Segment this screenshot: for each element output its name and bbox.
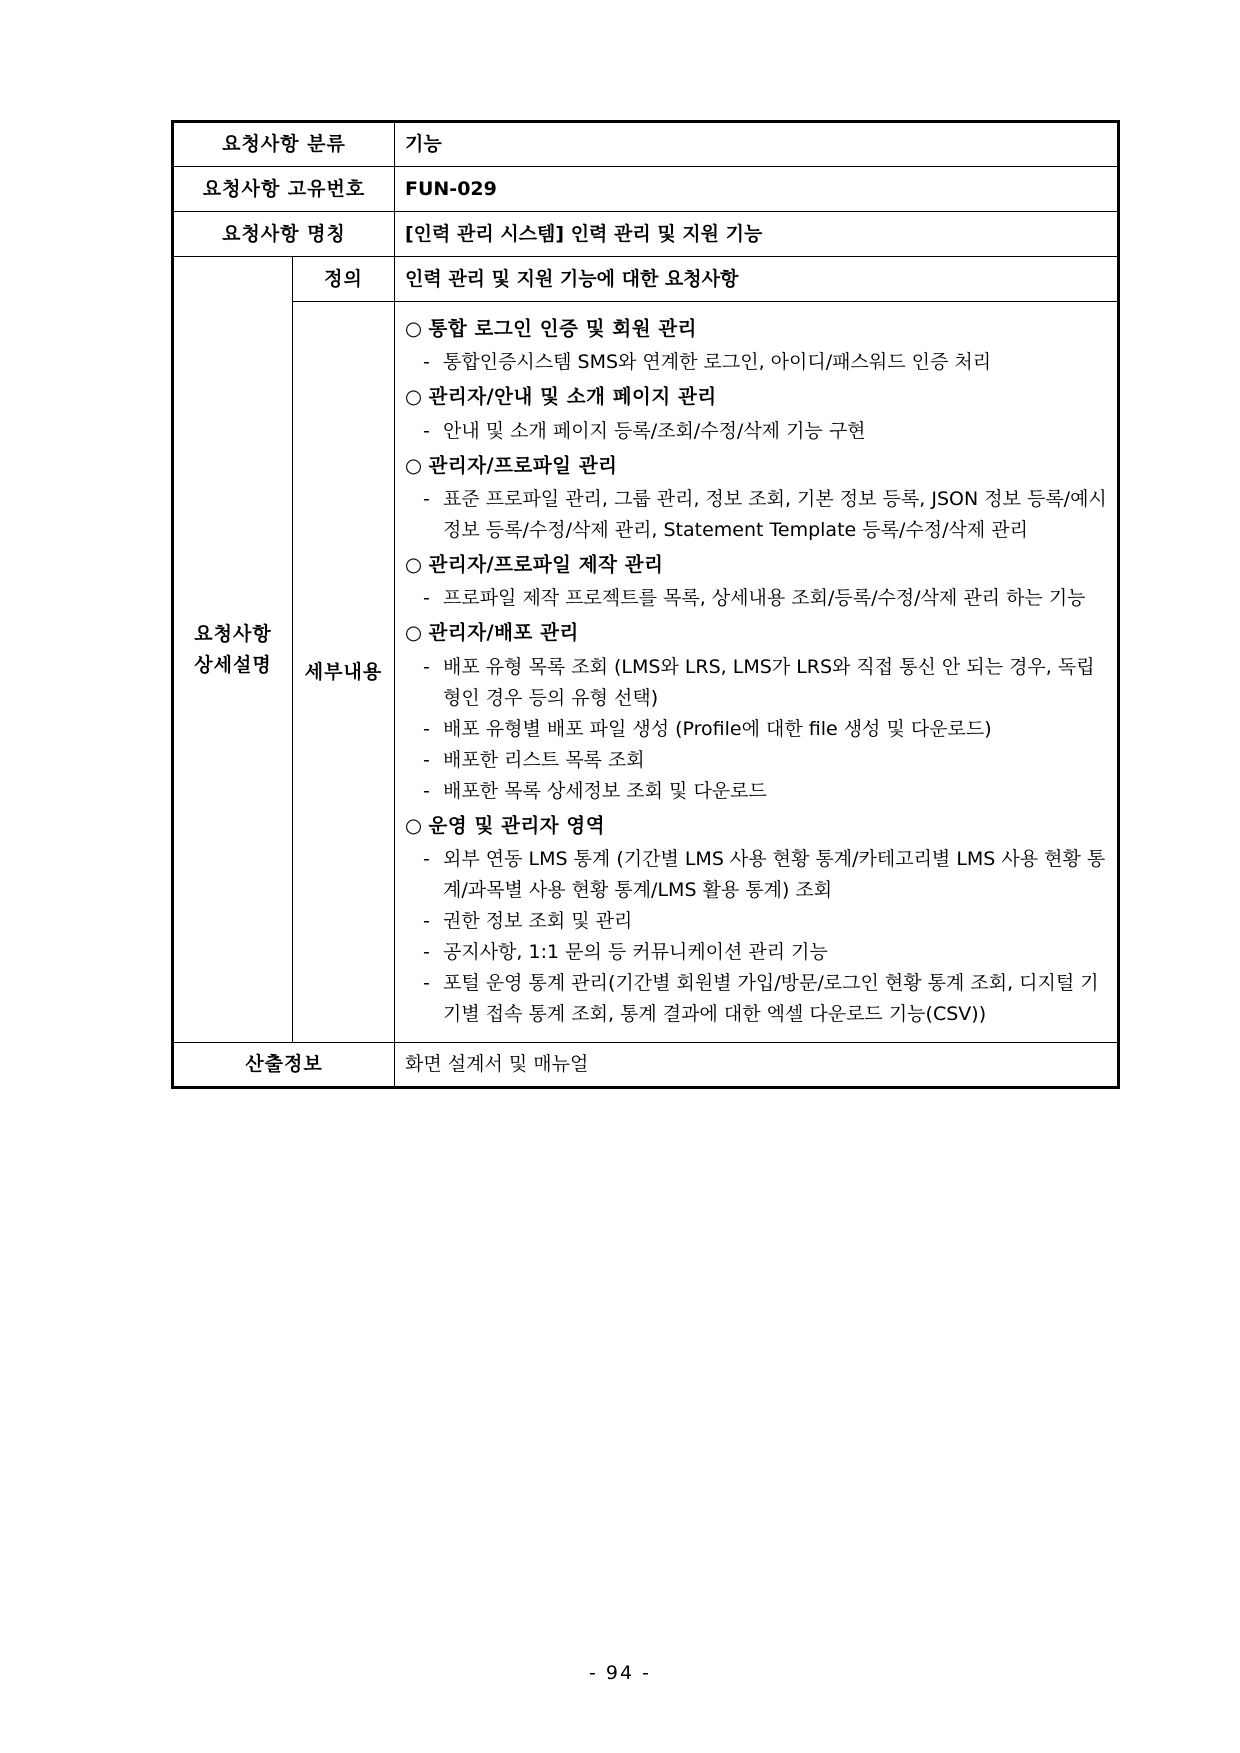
bullet-item xyxy=(405,968,1107,1030)
bullet-item xyxy=(405,906,1107,937)
bullet-dash: - xyxy=(423,419,430,442)
content-row xyxy=(173,302,1119,1043)
bullet-item xyxy=(405,745,1107,776)
definition-label: 정의 xyxy=(293,257,395,302)
content-label: 세부내용 xyxy=(293,302,395,1043)
bullet-dash: - xyxy=(423,587,430,610)
bullet-text: 배포 유형 목록 조회 (LMS와 LRS, LMS가 LRS와 직접 통신 안 되는 경우, 독립형인 경우 등의 유형 선택) xyxy=(443,655,1095,709)
circle-marker: ○ xyxy=(405,317,423,340)
bullet-text: 프로파일 제작 프로젝트를 목록, 상세내용 조회/등록/수정/삭제 관리 하는 기능 xyxy=(443,587,1086,610)
name-row xyxy=(173,212,1119,257)
detail-section xyxy=(405,813,1107,1030)
section-title-text: 운영 및 관리자 영역 xyxy=(428,813,606,837)
bullet-dash: - xyxy=(423,848,430,871)
bullet-item xyxy=(405,347,1107,378)
section-title xyxy=(405,552,1107,577)
bullet-text: 권한 정보 조회 및 관리 xyxy=(443,910,633,933)
section-title-text: 통합 로그인 인증 및 회원 관리 xyxy=(428,317,698,340)
bullet-text: 표준 프로파일 관리, 그룹 관리, 정보 조회, 기본 정보 등록, JSON 정보 등록/예시정보 등록/수정/삭제 관리, Statement Template 등록/수정/삭제 관리 xyxy=(443,488,1107,542)
bullet-dash: - xyxy=(423,488,430,511)
circle-marker: ○ xyxy=(405,621,423,645)
detail-section xyxy=(405,552,1107,614)
bullet-text: 공지사항, 1:1 문의 등 커뮤니케이션 관리 기능 xyxy=(443,941,828,964)
bullet-text: 안내 및 소개 페이지 등록/조회/수정/삭제 기능 구현 xyxy=(443,419,866,442)
section-title xyxy=(405,316,1107,341)
detail-section xyxy=(405,453,1107,546)
bullet-item xyxy=(405,937,1107,968)
bullet-item xyxy=(405,844,1107,906)
id-row xyxy=(173,167,1119,212)
definition-row xyxy=(173,257,1119,302)
id-label: 요청사항 고유번호 xyxy=(173,167,395,212)
bullet-dash: - xyxy=(423,351,430,374)
section-title-text: 관리자/배포 관리 xyxy=(428,621,579,645)
circle-marker: ○ xyxy=(405,453,423,477)
section-title xyxy=(405,813,1107,838)
bullet-text: 배포한 리스트 목록 조회 xyxy=(443,748,645,771)
bullet-item xyxy=(405,714,1107,745)
bullet-item xyxy=(405,484,1107,546)
detail-section xyxy=(405,384,1107,446)
detail-section xyxy=(405,620,1107,806)
bullet-item xyxy=(405,776,1107,807)
detail-label: 요청사항 상세설명 xyxy=(173,257,293,1043)
bullet-dash: - xyxy=(423,655,430,678)
output-value: 화면 설계서 및 매뉴얼 xyxy=(395,1043,1119,1088)
circle-marker: ○ xyxy=(405,813,423,837)
section-title xyxy=(405,453,1107,478)
page-number: - 94 - xyxy=(589,1662,651,1684)
bullet-item xyxy=(405,416,1107,447)
detail-section xyxy=(405,316,1107,378)
circle-marker: ○ xyxy=(405,553,423,577)
bullet-dash: - xyxy=(423,941,430,964)
name-value: [인력 관리 시스템] 인력 관리 및 지원 기능 xyxy=(395,212,1119,257)
output-label: 산출정보 xyxy=(173,1043,395,1088)
bullet-dash: - xyxy=(423,779,430,802)
section-title-text: 관리자/프로파일 관리 xyxy=(428,453,618,477)
id-value: FUN-029 xyxy=(395,167,1119,212)
section-title xyxy=(405,620,1107,645)
bullet-item xyxy=(405,583,1107,614)
bullet-text: 외부 연동 LMS 통계 (기간별 LMS 사용 현황 통계/카테고리별 LMS 사용 현황 통계/과목별 사용 현황 통계/LMS 활용 통계) 조회 xyxy=(443,848,1106,902)
bullet-text: 배포한 목록 상세정보 조회 및 다운로드 xyxy=(443,779,767,802)
category-label: 요청사항 분류 xyxy=(173,122,395,167)
content-cell xyxy=(395,302,1119,1043)
bullet-dash: - xyxy=(423,717,430,740)
bullet-dash: - xyxy=(423,910,430,933)
bullet-text: 배포 유형별 배포 파일 생성 (Profile에 대한 file 생성 및 다운로드) xyxy=(443,717,992,740)
bullet-item xyxy=(405,652,1107,714)
name-label: 요청사항 명칭 xyxy=(173,212,395,257)
bullet-text: 통합인증시스템 SMS와 연계한 로그인, 아이디/패스워드 인증 처리 xyxy=(443,351,992,374)
section-title-text: 관리자/프로파일 제작 관리 xyxy=(428,553,664,577)
bullet-dash: - xyxy=(423,972,430,995)
bullet-text: 포털 운영 통계 관리(기간별 회원별 가입/방문/로그인 현황 통계 조회, 디지털 기기별 접속 통계 조회, 통계 결과에 대한 엑셀 다운로드 기능(CSV)) xyxy=(443,972,1099,1026)
section-title xyxy=(405,384,1107,409)
requirement-table xyxy=(171,120,1120,1089)
category-row xyxy=(173,122,1119,167)
bullet-dash: - xyxy=(423,748,430,771)
definition-value: 인력 관리 및 지원 기능에 대한 요청사항 xyxy=(395,257,1119,302)
circle-marker: ○ xyxy=(405,385,423,409)
output-row xyxy=(173,1043,1119,1088)
category-value: 기능 xyxy=(395,122,1119,167)
section-title-text: 관리자/안내 및 소개 페이지 관리 xyxy=(428,385,717,409)
